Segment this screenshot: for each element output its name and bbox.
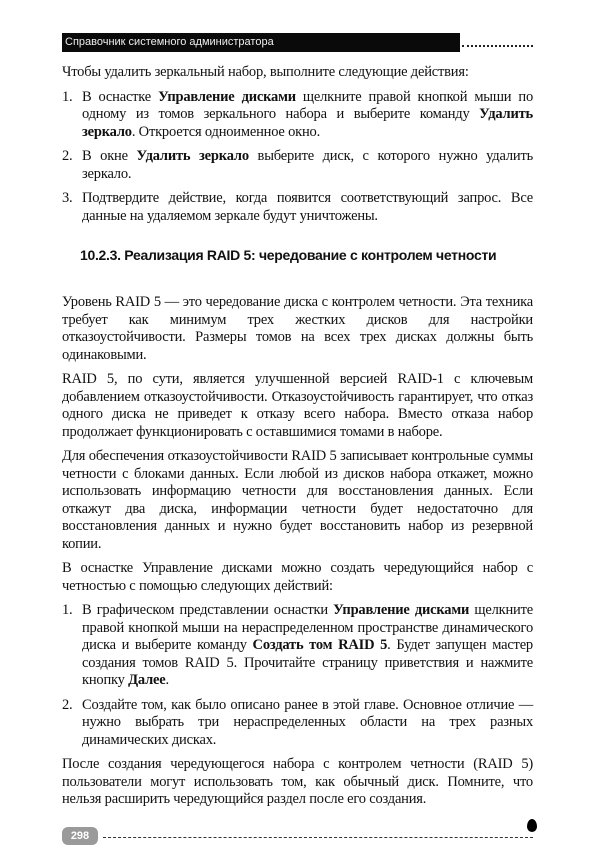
text-run: . Будет запущен мастер создания томов RAID 5. Прочитайте страницу приветствия и нажмите кнопку <box>82 637 533 688</box>
page-footer <box>62 819 533 849</box>
closing-paragraph: После создания чередующегося набора с контролем четности (RAID 5) пользователи могут использовать том, как обычный диск. Помните, что нельзя расширить чередующийся раздел после его создания. <box>62 756 533 807</box>
bold-term: Создать том RAID 5 <box>252 637 388 653</box>
list-number: 1. <box>62 88 73 105</box>
text-run: Создайте том, как было описано ранее в этой главе. Основное отличие — нужно выбрать три нераспределенных области на трех разных динамических дисках. <box>82 696 533 748</box>
list-number: 3. <box>62 190 73 206</box>
list-item <box>62 190 533 225</box>
text-run: щелкните правой кнопкой мыши по одному из томов зеркального набора и выберите команду <box>82 88 533 122</box>
text-run: выберите диск, с которого нужно удалить зеркало. <box>82 148 533 182</box>
bold-term: Далее <box>128 672 166 688</box>
running-header: Справочник системного администратора <box>62 33 460 52</box>
list-text <box>82 190 533 225</box>
paragraph: Для обеспечения отказоустойчивости RAID 5 записывает контрольные суммы четности с блоками данных. Если любой из дисков набора откажет, можно использовать информацию четности для восстановления данных. Если откажут два диска, информации четности будет недостаточно для восстановления данных и нужно будет восстановить набор из резервной копии. <box>62 448 533 552</box>
list-number: 2. <box>62 696 73 713</box>
list-text <box>82 697 533 750</box>
running-header-row <box>62 33 533 52</box>
bold-term: Удалить зеркало <box>82 106 533 140</box>
text-run: щелкните правой кнопкой мыши на нераспределенном пространстве динамического диска и выберите команду <box>82 602 533 653</box>
footer-dotted-rule <box>103 837 533 838</box>
list-text <box>82 148 533 183</box>
list-item <box>62 602 533 690</box>
text-run: В окне <box>82 148 137 164</box>
section-heading: 10.2.3. Реализация RAID 5: чередование с контролем четности <box>80 247 497 263</box>
text-run: В графическом представлении оснастки <box>82 602 334 618</box>
text-run: . Откроется одноименное окно. <box>131 123 321 140</box>
mirror-steps-list <box>62 89 533 226</box>
list-text <box>82 89 533 142</box>
bold-term: Управление дисками <box>333 602 470 618</box>
mirror-removal-section <box>62 64 533 225</box>
raid5-section <box>62 294 533 809</box>
paragraph: RAID 5, по сути, является улучшенной версией RAID-1 с ключевым добавлением отказоустойчивости. Отказоустойчивость гарантирует, что отказ одного диска не приведет к отказу всего набора. Вместо отказа набор продолжает функционировать с оставшимися томами в наборе. <box>62 371 533 440</box>
text-run: Подтвердите действие, когда появится соответствующий запрос. Все данные на удаляемом зеркале будут уничтожены. <box>82 190 533 224</box>
text-run: В оснастке <box>82 88 159 105</box>
list-item <box>62 148 533 183</box>
list-number: 2. <box>62 148 73 164</box>
page-number-badge: 298 <box>62 827 98 845</box>
bold-term: Управление дисками <box>158 88 296 105</box>
paragraph: Уровень RAID 5 — это чередование диска с контролем четности. Эта техника требует как минимум трех жестких дисков для настройки отказоустойчивости. Размеры томов на всех трех дисках должны быть одинаковыми. <box>62 294 533 363</box>
header-dotted-rule <box>462 45 533 47</box>
paragraph: В оснастке Управление дисками можно создать чередующийся набор с четностью с помощью следующих действий: <box>62 560 533 594</box>
list-item <box>62 697 533 750</box>
list-text <box>82 602 533 690</box>
pin-marker-icon <box>527 819 537 832</box>
bold-term: Удалить зеркало <box>136 148 249 164</box>
list-number: 1. <box>62 602 73 618</box>
list-item <box>62 89 533 142</box>
text-run: . <box>165 672 169 688</box>
raid5-steps-list <box>62 602 533 749</box>
intro-paragraph: Чтобы удалить зеркальный набор, выполните следующие действия: <box>62 64 469 80</box>
